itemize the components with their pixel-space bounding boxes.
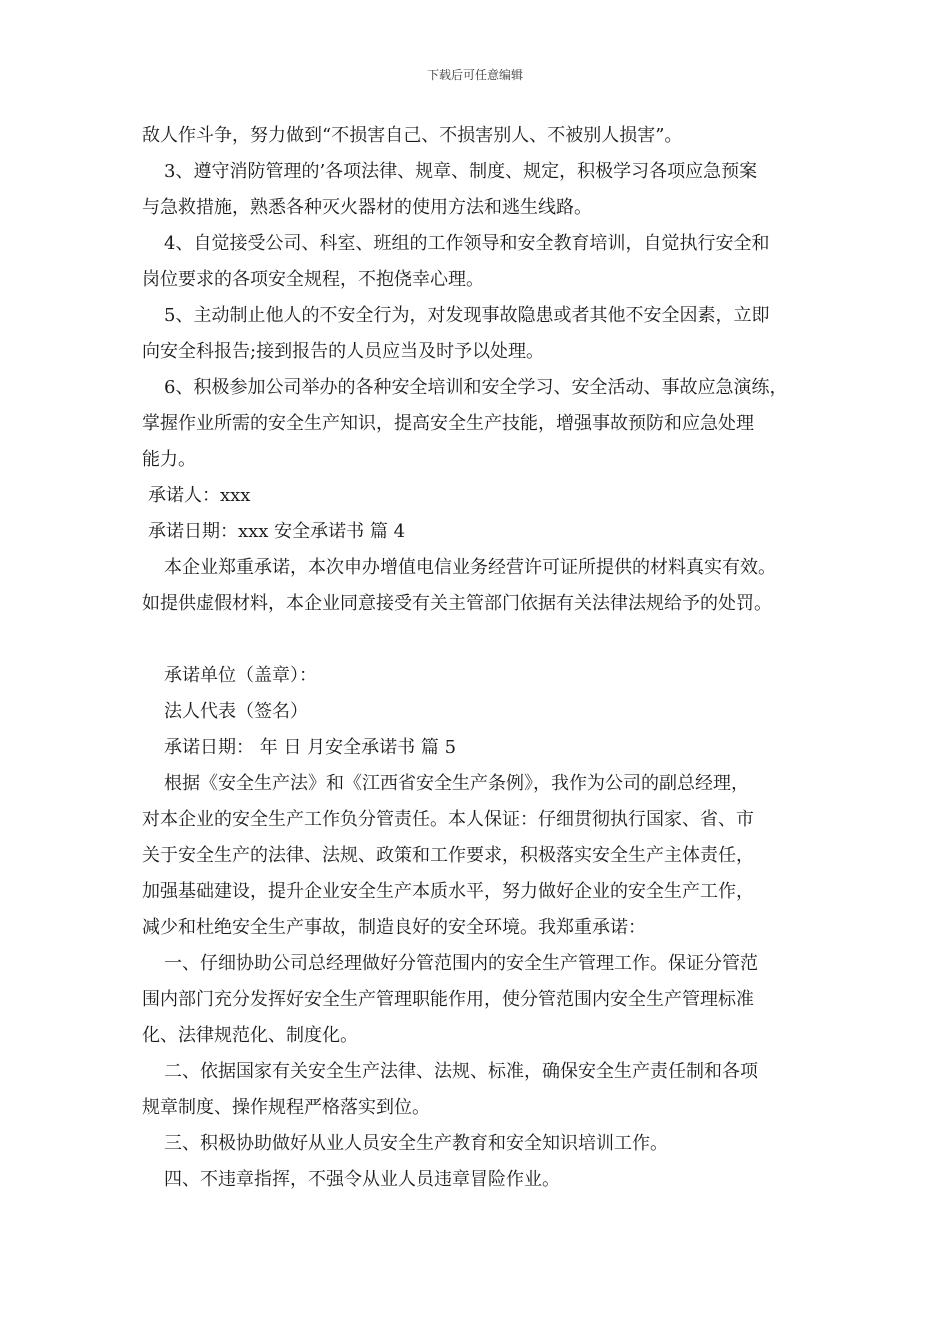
signature-line: 法人代表（签名） bbox=[164, 701, 308, 722]
seal-line: 承诺单位（盖章）： bbox=[164, 665, 317, 686]
text-line: 6、积极参加公司举办的各种安全培训和安全学习、安全活动、事故应急演练， bbox=[164, 377, 788, 398]
text-line: 本企业郑重承诺，本次申办增值电信业务经营许可证所提供的材料真实有效。 bbox=[164, 557, 776, 578]
text-line: 3、遵守消防管理的’各项法律、规章、制度、规定，积极学习各项应急预案 bbox=[164, 161, 758, 182]
date-line: 承诺日期： 年 日 月安全承诺书 篇 5 bbox=[164, 737, 457, 758]
text-line: 如提供虚假材料，本企业同意接受有关主管部门依据有关法律法规给予的处罚。 bbox=[142, 593, 772, 614]
text-line: 与急救措施，熟悉各种灭火器材的使用方法和逃生线路。 bbox=[142, 197, 592, 218]
text-line: 向安全科报告;接到报告的人员应当及时予以处理。 bbox=[142, 341, 545, 362]
document-body bbox=[142, 118, 822, 1198]
blank-line bbox=[142, 622, 822, 658]
text-line: 4、自觉接受公司、科室、班组的工作领导和安全教育培训，自觉执行安全和 bbox=[164, 233, 770, 254]
text-line: 四、不违章指挥，不强令从业人员违章冒险作业。 bbox=[164, 1169, 560, 1190]
text-line: 能力。 bbox=[142, 449, 196, 470]
text-line: 对本企业的安全生产工作负分管责任。本人保证：仔细贯彻执行国家、省、市 bbox=[142, 809, 754, 830]
text-line: 关于安全生产的法律、法规、政策和工作要求，积极落实安全生产主体责任， bbox=[142, 845, 754, 866]
text-line: 化、法律规范化、制度化。 bbox=[142, 1025, 358, 1046]
text-line: 根据《安全生产法》和《江西省安全生产条例》，我作为公司的副总经理， bbox=[164, 773, 749, 794]
text-line: 一、仔细协助公司总经理做好分管范围内的安全生产管理工作。保证分管范 bbox=[164, 953, 758, 974]
signatory-line: 承诺人：xxx bbox=[148, 485, 251, 506]
text-line: 敌人作斗争，努力做到“不损害自己、不损害别人、不被别人损害”。 bbox=[142, 125, 683, 146]
date-line: 承诺日期：xxx 安全承诺书 篇 4 bbox=[148, 521, 406, 542]
text-line: 围内部门充分发挥好安全生产管理职能作用，使分管范围内安全生产管理标准 bbox=[142, 989, 754, 1010]
text-line: 规章制度、操作规程严格落实到位。 bbox=[142, 1097, 430, 1118]
page-header-note: 下载后可任意编辑 bbox=[426, 68, 523, 82]
text-line: 掌握作业所需的安全生产知识，提高安全生产技能，增强事故预防和应急处理 bbox=[142, 413, 754, 434]
text-line: 二、依据国家有关安全生产法律、法规、标准，确保安全生产责任制和各项 bbox=[164, 1061, 758, 1082]
text-line: 加强基础建设，提升企业安全生产本质水平，努力做好企业的安全生产工作， bbox=[142, 881, 754, 902]
text-line: 减少和杜绝安全生产事故，制造良好的安全环境。我郑重承诺： bbox=[142, 917, 646, 938]
text-line: 岗位要求的各项安全规程，不抱侥幸心理。 bbox=[142, 269, 484, 290]
text-line: 5、主动制止他人的不安全行为，对发现事故隐患或者其他不安全因素，立即 bbox=[164, 305, 770, 326]
text-line: 三、积极协助做好从业人员安全生产教育和安全知识培训工作。 bbox=[164, 1133, 668, 1154]
